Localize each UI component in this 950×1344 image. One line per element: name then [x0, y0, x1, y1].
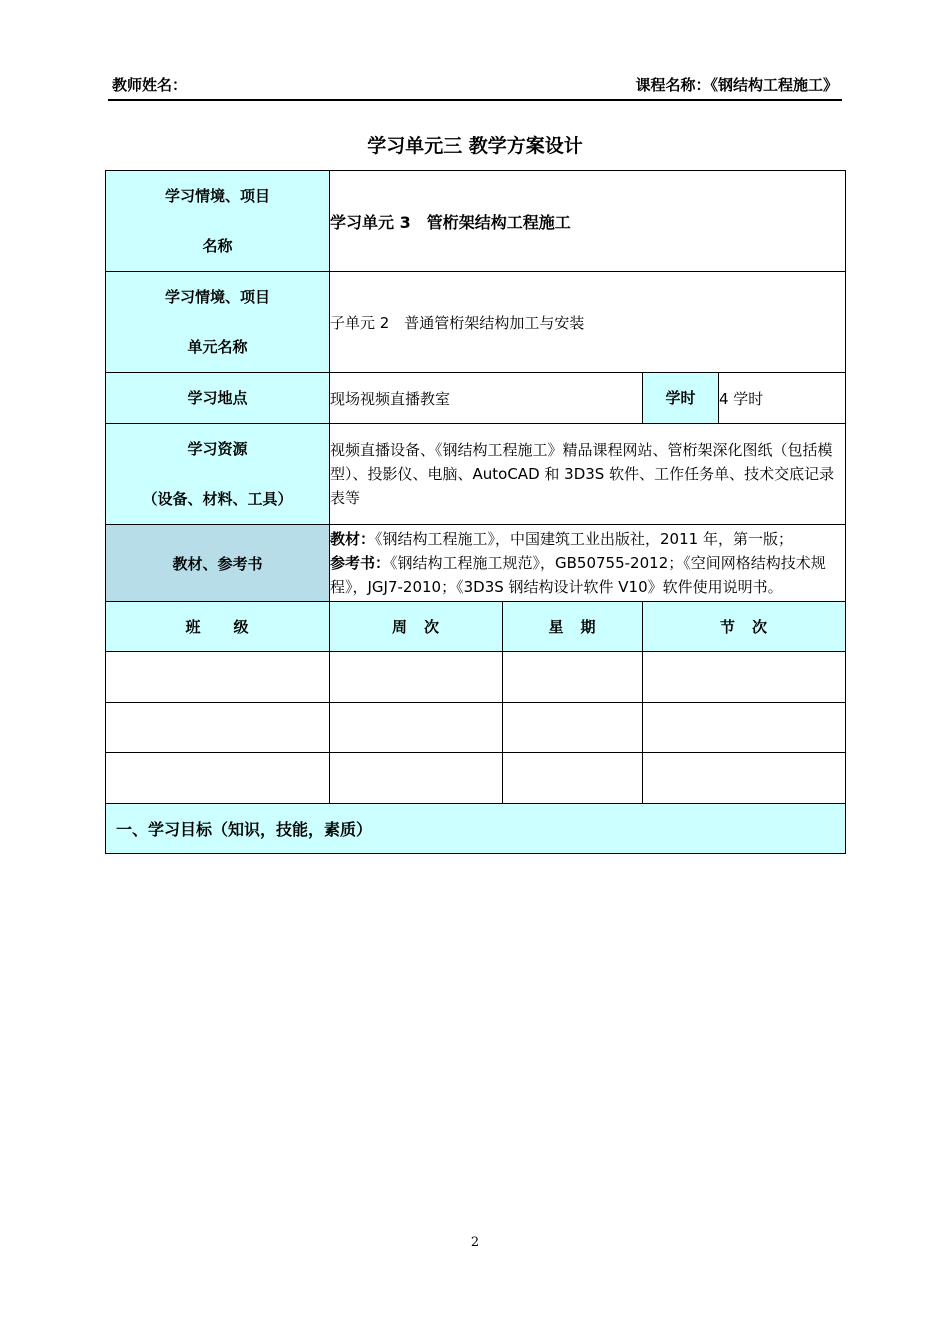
schedule-header-row	[106, 602, 846, 652]
class-cell	[106, 652, 330, 703]
unit-name-label: 学习情境、项目 单元名称	[106, 272, 330, 373]
period-cell	[643, 753, 846, 804]
week-column-header: 周 次	[330, 602, 503, 652]
hours-label: 学时	[643, 373, 719, 424]
books-label: 教材、参考书	[106, 525, 330, 602]
resources-label: 学习资源 （设备、材料、工具）	[106, 424, 330, 525]
unit-name-row	[106, 272, 846, 373]
page-number: 2	[470, 1235, 480, 1250]
reference-text: 《钢结构工程施工规范》，GB50755-2012；《空间网格结构技术规程》，JGJ7-2010；《3D3S 钢结构设计软件 V10》软件使用说明书。	[330, 554, 826, 596]
day-cell	[503, 703, 643, 753]
reference-prefix: 参考书：	[330, 554, 391, 572]
learning-objectives-row	[106, 804, 846, 854]
period-cell	[643, 703, 846, 753]
class-cell	[106, 753, 330, 804]
day-column-header: 星 期	[503, 602, 643, 652]
textbook-text: 《钢结构工程施工》，中国建筑工业出版社，2011 年，第一版；	[375, 530, 793, 548]
project-name-value: 学习单元 3 管桁架结构工程施工	[330, 171, 846, 272]
day-cell	[503, 753, 643, 804]
hours-value: 4 学时	[719, 373, 846, 424]
schedule-row	[106, 652, 846, 703]
schedule-row	[106, 753, 846, 804]
class-column-header: 班 级	[106, 602, 330, 652]
resources-value: 视频直播设备、《钢结构工程施工》精品课程网站、管桁架深化图纸（包括模型）、投影仪、电脑、AutoCAD 和 3D3S 软件、工作任务单、技术交底记录表等	[330, 424, 846, 525]
header-divider	[108, 99, 842, 101]
project-name-row	[106, 171, 846, 272]
learning-objectives-heading: 一、学习目标（知识，技能，素质）	[106, 804, 846, 854]
lesson-plan-table	[105, 170, 846, 854]
location-value: 现场视频直播教室	[330, 373, 643, 424]
course-name-label: 课程名称：《钢结构工程施工》	[635, 76, 838, 94]
page-title: 学习单元三 教学方案设计	[367, 135, 583, 157]
books-row	[106, 525, 846, 602]
resources-row	[106, 424, 846, 525]
schedule-row	[106, 703, 846, 753]
day-cell	[503, 652, 643, 703]
week-cell	[330, 703, 503, 753]
class-cell	[106, 703, 330, 753]
period-column-header: 节 次	[643, 602, 846, 652]
textbook-prefix: 教材：	[330, 530, 376, 548]
week-cell	[330, 753, 503, 804]
teacher-name-label: 教师姓名：	[112, 76, 188, 94]
books-value	[330, 525, 846, 602]
project-name-label: 学习情境、项目 名称	[106, 171, 330, 272]
week-cell	[330, 652, 503, 703]
unit-name-value: 子单元 2 普通管桁架结构加工与安装	[330, 272, 846, 373]
location-row	[106, 373, 846, 424]
location-label: 学习地点	[106, 373, 330, 424]
period-cell	[643, 652, 846, 703]
